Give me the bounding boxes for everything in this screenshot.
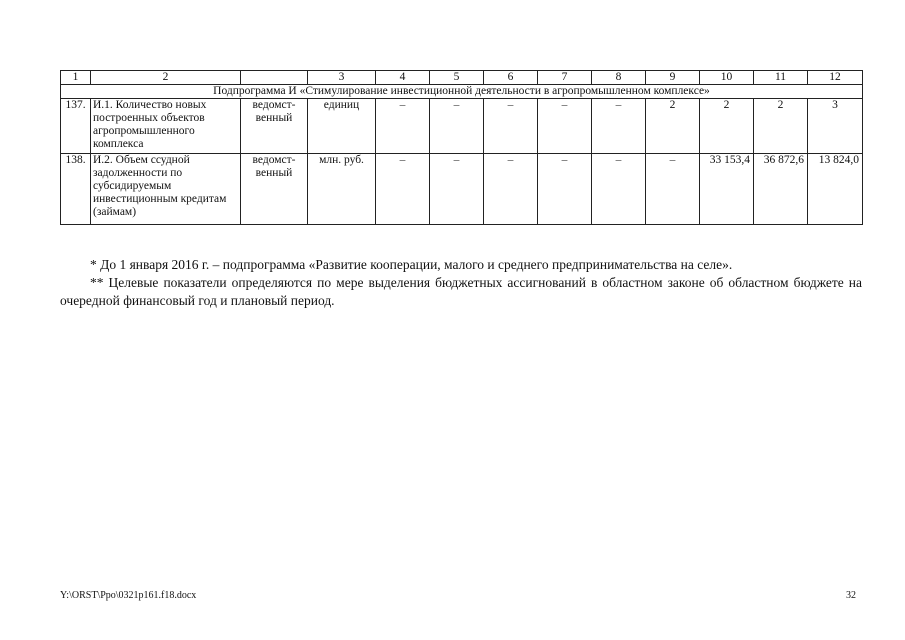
header-cell — [241, 71, 308, 85]
indicator-name: И.1. Количество новых построенных объектов агропромышленного комплекса — [91, 99, 241, 154]
table-row — [61, 99, 863, 154]
value-cell: 2 — [754, 99, 808, 154]
value-cell: – — [646, 154, 700, 225]
footnotes — [60, 256, 862, 310]
value-cell: 3 — [808, 99, 863, 154]
header-cell: 4 — [376, 71, 430, 85]
header-cell: 1 — [61, 71, 91, 85]
value-cell: 13 824,0 — [808, 154, 863, 225]
value-cell: – — [538, 154, 592, 225]
header-cell: 5 — [430, 71, 484, 85]
indicator-type: ведомст-венный — [241, 99, 308, 154]
subprogram-row — [61, 85, 863, 99]
value-cell: – — [430, 154, 484, 225]
table-row — [61, 154, 863, 225]
page-number: 32 — [846, 590, 856, 601]
value-cell: – — [376, 99, 430, 154]
header-cell: 8 — [592, 71, 646, 85]
value-cell: – — [376, 154, 430, 225]
indicator-name: И.2. Объем ссудной задолженности по субсидируемым инвестиционным кредитам (займам) — [91, 154, 241, 225]
header-cell: 11 — [754, 71, 808, 85]
header-row — [61, 71, 863, 85]
footnote-2: ** Целевые показатели определяются по мере выделения бюджетных ассигнований в областном законе об областном бюджете на очередной финансовый год и плановый период. — [60, 275, 862, 308]
value-cell: – — [484, 154, 538, 225]
value-cell: – — [484, 99, 538, 154]
header-cell: 9 — [646, 71, 700, 85]
value-cell: – — [430, 99, 484, 154]
subprogram-title: Подпрограмма И «Стимулирование инвестиционной деятельности в агропромышленном комплексе» — [61, 85, 863, 99]
value-cell: 33 153,4 — [700, 154, 754, 225]
header-cell: 10 — [700, 71, 754, 85]
value-cell: – — [538, 99, 592, 154]
row-number: 137. — [61, 99, 91, 154]
indicators-table — [60, 70, 863, 225]
value-cell: – — [592, 154, 646, 225]
indicator-unit: единиц — [308, 99, 376, 154]
file-path: Y:\ORST\Ppo\0321p161.f18.docx — [60, 590, 197, 601]
value-cell: 2 — [700, 99, 754, 154]
value-cell: 36 872,6 — [754, 154, 808, 225]
header-cell: 2 — [91, 71, 241, 85]
value-cell: 2 — [646, 99, 700, 154]
indicator-type: ведомст-венный — [241, 154, 308, 225]
indicator-unit: млн. руб. — [308, 154, 376, 225]
header-cell: 3 — [308, 71, 376, 85]
header-cell: 12 — [808, 71, 863, 85]
row-number: 138. — [61, 154, 91, 225]
header-cell: 7 — [538, 71, 592, 85]
footnote-1: * До 1 января 2016 г. – подпрограмма «Развитие кооперации, малого и среднего предпринимательства на селе». — [90, 257, 733, 272]
header-cell: 6 — [484, 71, 538, 85]
value-cell: – — [592, 99, 646, 154]
